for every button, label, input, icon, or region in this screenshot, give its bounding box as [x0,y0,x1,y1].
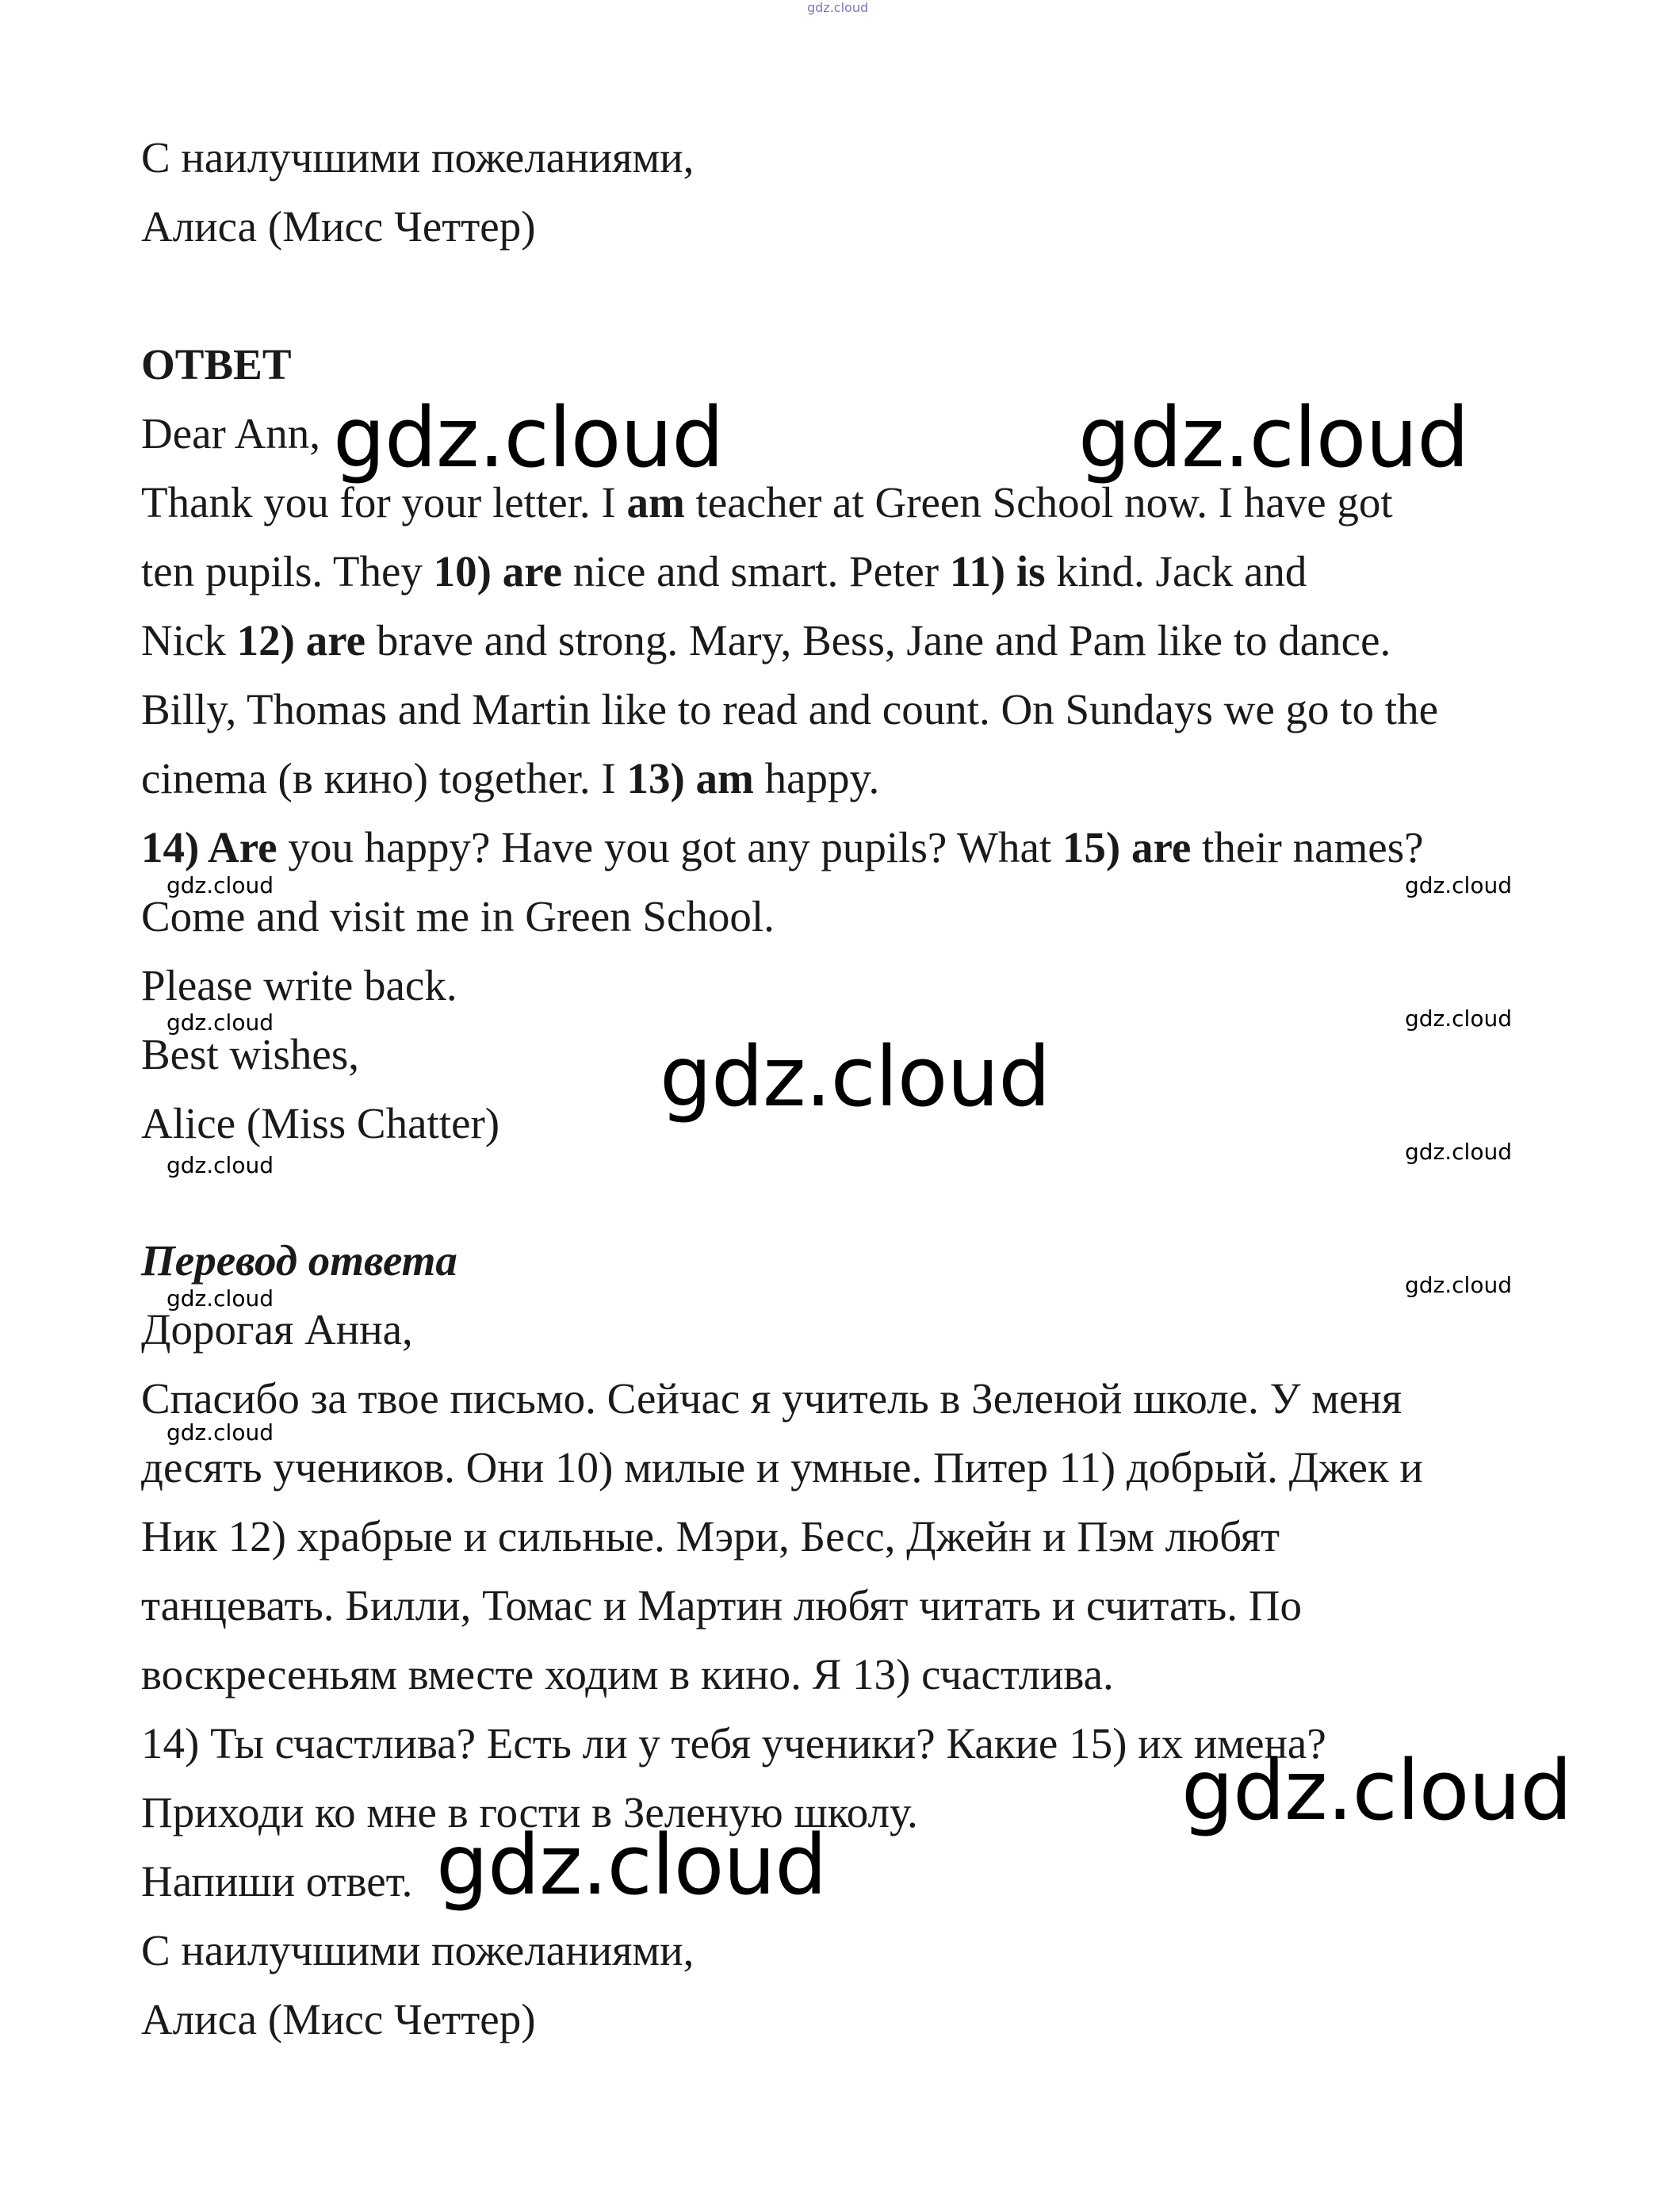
answer-line-3: Nick 12) are brave and strong. Mary, Bess, Jane and Pam like to dance. [141,616,1391,664]
watermark-small: gdz.cloud [166,1285,274,1312]
watermark-small: gdz.cloud [1405,1005,1512,1032]
ru-signature-top: Алиса (Мисс Четтер) [141,202,536,251]
watermark-big: gdz.cloud [1181,1742,1572,1839]
translation-greeting: Дорогая Анна, [141,1305,413,1354]
translation-line-1: Спасибо за твое письмо. Сейчас я учитель в Зеленой школе. У меня [141,1374,1403,1423]
answer-line-8: Please write back. [141,961,457,1009]
watermark-small: gdz.cloud [166,872,274,898]
translation-signature: Алиса (Мисс Четтер) [141,1995,536,2043]
watermark-small: gdz.cloud [166,1419,274,1446]
answer-signature: Alice (Miss Chatter) [141,1099,500,1147]
header-watermark: gdz.cloud [807,0,869,15]
answer-heading: ОТВЕТ [141,340,292,389]
translation-line-7: Приходи ко мне в гости в Зеленую школу. [141,1788,918,1836]
watermark-big: gdz.cloud [333,389,724,486]
watermark-big: gdz.cloud [436,1817,827,1913]
translation-line-6: 14) Ты счастлива? Есть ли у тебя ученики? Какие 15) их имена? [141,1719,1326,1767]
watermark-big: gdz.cloud [660,1028,1050,1125]
answer-line-2: ten pupils. They 10) are nice and smart. Peter 11) is kind. Jack and [141,547,1307,596]
ru-closing-top: С наилучшими пожеланиями, [141,133,695,182]
answer-line-7: Come and visit me in Green School. [141,892,775,940]
watermark-small: gdz.cloud [166,1152,274,1178]
answer-line-1: Thank you for your letter. I am teacher at Green School now. I have got [141,478,1393,527]
answer-closing: Best wishes, [141,1030,359,1078]
watermark-small: gdz.cloud [1405,872,1512,898]
translation-line-4: танцевать. Билли, Томас и Мартин любят читать и считать. По [141,1581,1302,1630]
answer-line-4: Billy, Thomas and Martin like to read and count. On Sundays we go to the [141,685,1438,733]
watermark-big: gdz.cloud [1078,389,1469,486]
translation-heading: Перевод ответа [141,1236,457,1285]
translation-line-5: воскресеньям вместе ходим в кино. Я 13) счастлива. [141,1650,1114,1699]
translation-closing: С наилучшими пожеланиями, [141,1926,695,1974]
translation-line-8: Напиши ответ. [141,1857,413,1905]
answer-line-6: 14) Are you happy? Have you got any pupils? What 15) are their names? [141,823,1424,871]
translation-line-3: Ник 12) храбрые и сильные. Мэри, Бесс, Джейн и Пэм любят [141,1512,1280,1561]
watermark-small: gdz.cloud [1405,1139,1512,1165]
watermark-small: gdz.cloud [166,1009,274,1036]
answer-line-5: cinema (в кино) together. I 13) am happy. [141,754,880,802]
translation-line-2: десять учеников. Они 10) милые и умные. Питер 11) добрый. Джек и [141,1443,1423,1492]
watermark-small: gdz.cloud [1405,1272,1512,1298]
answer-greeting: Dear Ann, [141,409,321,458]
